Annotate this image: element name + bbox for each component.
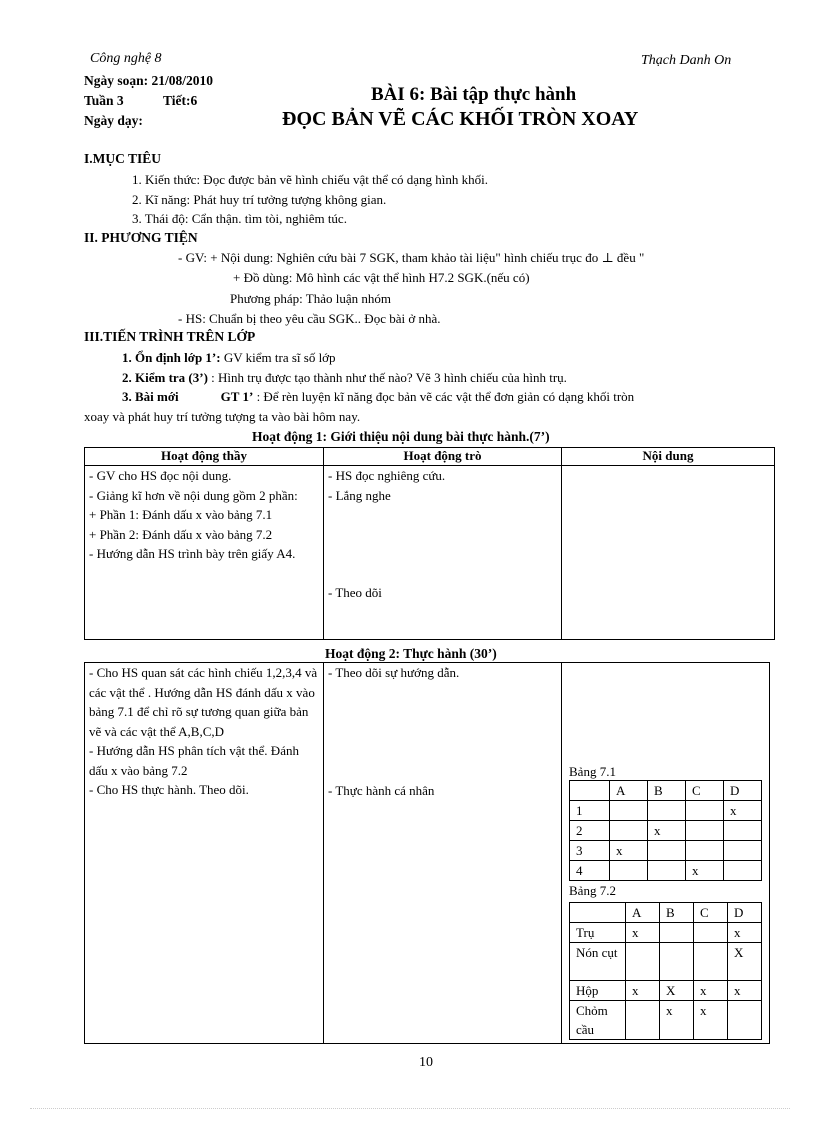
objective-item: 2. Kĩ năng: Phát huy trí tưởng tượng không gian. [132,192,387,207]
gv-content-line: - GV: + Nội dung: Nghiên cứu bài 7 SGK, tham khảo tài liệu" hình chiếu trục đo ⊥ đều " [178,250,645,265]
table71-cell [686,801,724,821]
page-number: 10 [419,1055,433,1070]
table72-cell: x [626,923,660,943]
table72-label: Bảng 7.2 [569,883,616,898]
section-objectives-heading: I.MỤC TIÊU [84,151,162,166]
table71-cell [610,801,648,821]
teacher-step: + Phần 1: Đánh dấu x vào bảng 7.1 [89,507,273,522]
process-item-3-continuation: xoay và phát huy trí tưởng tượng ta vào bài hôm nay. [84,409,361,424]
table71-cell [648,841,686,861]
table71-cell [648,801,686,821]
table72 [569,902,762,1040]
lesson-title: BÀI 6: Bài tập thực hành [371,84,577,105]
table71-cell: x [724,801,762,821]
period-label: Tiết:6 [163,93,198,108]
process-item-2-text: : Hình trụ được tạo thành như thế nào? Vẽ 3 hình chiếu của hình trụ. [207,370,567,385]
teacher-step: - Giảng kĩ hơn về nội dung gồm 2 phần: [89,487,298,503]
teacher-step: + Phần 2: Đánh dấu x vào bảng 7.2 [89,526,273,542]
table71-cell: 2 [570,821,610,841]
table72-cell [626,1001,660,1040]
table72-cell: Hộp [570,981,626,1001]
table71-cell: x [686,861,724,881]
activity1-table [84,447,775,640]
table71 [569,780,762,881]
table71-cell [686,821,724,841]
table72-cell: x [660,1001,694,1040]
col-header-teacher: Hoạt động thầy [85,448,324,466]
table72-cell [660,923,694,943]
subject-label: Công nghệ 8 [90,51,162,66]
activity1-teacher-cell [85,466,324,640]
table71-cell [724,841,762,861]
process-item-1-text: GV kiểm tra sĩ số lớp [220,350,336,365]
table71-cell [724,821,762,841]
table72-cell: Trụ [570,923,626,943]
table72-cell: x [694,1001,728,1040]
activity1-title: Hoạt động 1: Giới thiệu nội dung bài thực hành.(7’) [252,429,550,444]
table71-label: Bảng 7.1 [569,764,616,779]
table71-cell: 3 [570,841,610,861]
table72-cell [728,1001,762,1040]
table72-cell [570,903,626,923]
process-item-3-label: 3. Bài mới [122,389,179,404]
lesson-subtitle: ĐỌC BẢN VẼ CÁC KHỐI TRÒN XOAY [282,108,639,130]
student-step: - Theo dõi sự hướng dẫn. [328,665,460,680]
week-label: Tuần 3 [84,93,124,108]
table71-cell: x [648,821,686,841]
process-item-1 [122,350,336,366]
table71-cell: x [610,841,648,861]
section-process-heading: III.TIẾN TRÌNH TRÊN LỚP [84,329,256,344]
activity2-teacher-cell [85,663,324,1044]
table72-cell: x [728,981,762,1001]
author-name: Thạch Danh On [641,53,732,68]
col-header-content: Nội dung [562,448,775,466]
objective-item: 1. Kiến thức: Đọc được bản vẽ hình chiếu vật thể có dạng hình khối. [132,172,488,187]
table72-cell [660,943,694,981]
date-taught: Ngày dạy: [84,113,143,128]
table72-cell: x [694,981,728,1001]
teacher-step: - Cho HS quan sát các hình chiếu 1,2,3,4 và các vật thể . Hướng dẫn HS đánh dấu x vào bảng 7.1 để chỉ rõ sự tương quan giữa bản vẽ và các vật thể A,B,C,D [89,665,318,739]
process-item-3 [122,389,634,405]
table71-cell [570,781,610,801]
table72-cell: X [728,943,762,981]
activity2-title: Hoạt động 2: Thực hành (30’) [325,646,497,661]
table71-cell: C [686,781,724,801]
table71-cell: A [610,781,648,801]
table71-cell [610,861,648,881]
table71-cell [724,861,762,881]
table72-cell: x [728,923,762,943]
student-step: - Thực hành cá nhân [328,782,435,798]
process-item-2 [122,370,567,386]
process-item-2-label: 2. Kiểm tra (3’) [122,370,208,385]
process-item-1-label: 1. Ổn định lớp 1’: [122,350,221,365]
objective-item: 3. Thái độ: Cẩn thận. tìm tòi, nghiêm túc. [132,211,347,226]
teacher-step: - Cho HS thực hành. Theo dõi. [89,782,249,797]
process-item-3-text: : Để rèn luyện kĩ năng đọc bản vẽ các vật thể đơn giản có dạng khối tròn [253,389,635,404]
section-means-heading: II. PHƯƠNG TIỆN [84,230,198,245]
table71-cell [648,861,686,881]
hs-line: - HS: Chuẩn bị theo yêu cầu SGK.. Đọc bài ở nhà. [178,311,441,326]
method-line: Phương pháp: Thảo luận nhóm [230,291,392,306]
col-header-student: Hoạt động trò [324,448,562,466]
table72-cell: Chỏm cầu [570,1001,626,1040]
gv-materials-line: + Đồ dùng: Mô hình các vật thể hình H7.2 SGK.(nếu có) [233,270,530,285]
teacher-step: - Hướng dẫn HS trình bày trên giấy A4. [89,546,296,561]
teacher-step: - Hướng dẫn HS phân tích vật thể. Đánh dấu x vào bảng 7.2 [89,743,299,778]
table72-cell: D [728,903,762,923]
table71-cell: B [648,781,686,801]
student-step: - Lắng nghe [328,487,391,503]
table71-cell [686,841,724,861]
student-step: - HS đọc nghiêng cứu. [328,468,446,483]
table72-cell: A [626,903,660,923]
activity2-student-cell [324,663,562,1044]
table72-cell: x [626,981,660,1001]
activity1-student-cell [324,466,562,640]
table71-cell: D [724,781,762,801]
table71-cell: 4 [570,861,610,881]
date-prepared: Ngày soạn: 21/08/2010 [84,73,214,88]
table72-cell [626,943,660,981]
table71-cell [610,821,648,841]
table72-cell: C [694,903,728,923]
teacher-step: - GV cho HS đọc nội dung. [89,468,232,483]
table71-cell: 1 [570,801,610,821]
student-step: - Theo dõi [328,585,382,600]
table72-cell [694,943,728,981]
table72-cell: B [660,903,694,923]
table72-cell: Nón cụt [570,943,626,981]
table72-cell [694,923,728,943]
table72-cell: X [660,981,694,1001]
process-item-3-gt: GT 1’ [220,389,254,404]
activity1-content-cell [562,466,775,640]
page-footer-divider [30,1108,790,1109]
